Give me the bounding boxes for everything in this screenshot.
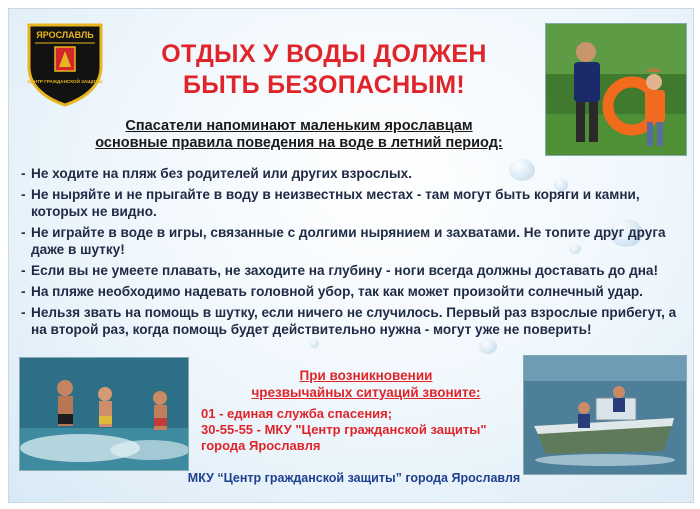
- rule-text: Если вы не умеете плавать, не заходите на глубину - ноги всегда должны доставать до дна!: [31, 263, 658, 278]
- emblem-city-text: ЯРОСЛАВЛЬ: [36, 30, 94, 40]
- rule-text: Нельзя звать на помощь в шутку, если ничего не случилось. Первый раз взрослые прибегут, а на второй раз, когда помощь будет действительно нужна - могут уже не поверить!: [31, 305, 677, 337]
- title-line-1: ОТДЫХ У ВОДЫ ДОЛЖЕН: [161, 40, 487, 68]
- rule-text: Не ходите на пляж без родителей или других взрослых.: [31, 166, 412, 181]
- subtitle-line-2: основные правила поведения на воде в летний период:: [95, 135, 503, 151]
- rule-item: [19, 283, 685, 300]
- emblem-org-text: ЦЕНТР ГРАЖДАНСКОЙ ЗАЩИТЫ: [27, 79, 103, 84]
- rule-dash: -: [21, 263, 26, 278]
- rescuer-photo-image: [546, 24, 686, 155]
- boat-photo-image: [524, 356, 686, 474]
- subtitle-line-1: Спасатели напоминают маленьким ярославцам: [125, 118, 473, 134]
- rescue-boat-photo: [523, 355, 687, 475]
- rule-text: Не играйте в воде в игры, связанные с долгими нырянием и захватами. Не топите друг друга даже в шутку!: [31, 225, 666, 257]
- kids-splashing-photo: [19, 357, 189, 471]
- safety-poster: [8, 8, 694, 503]
- rule-item: [19, 304, 685, 338]
- rules-list: [19, 165, 685, 342]
- poster-title: [119, 39, 529, 101]
- poster-footer: МКУ “Центр гражданской защиты” города Ярославля: [187, 471, 521, 485]
- emergency-contacts: [201, 406, 531, 454]
- emblem-badge: [25, 21, 105, 107]
- rule-text: Не ныряйте и не прыгайте в воду в неизвестных местах - там могут быть коряги и камни, которых не видно.: [31, 187, 640, 219]
- contact-line: 01 - единая служба спасения;: [201, 406, 393, 421]
- rule-dash: -: [21, 166, 26, 181]
- emergency-call-heading: [221, 367, 511, 401]
- rule-dash: -: [21, 225, 26, 240]
- rescuer-child-photo: [545, 23, 687, 156]
- call-heading-line-1: При возникновении: [299, 368, 433, 383]
- title-line-2: БЫТЬ БЕЗОПАСНЫМ!: [183, 71, 465, 99]
- contact-line: города Ярославля: [201, 438, 321, 453]
- emblem-shield-icon: [25, 21, 105, 107]
- rule-item: [19, 224, 685, 258]
- rule-dash: -: [21, 284, 26, 299]
- contact-line: 30-55-55 - МКУ "Центр гражданской защиты": [201, 422, 487, 437]
- rule-text: На пляже необходимо надевать головной убор, так как может произойти солнечный удар.: [31, 284, 643, 299]
- rule-item: [19, 186, 685, 220]
- kids-photo-image: [20, 358, 188, 470]
- poster-subtitle: [44, 118, 554, 152]
- rule-item: [19, 165, 685, 182]
- rule-dash: -: [21, 305, 26, 320]
- rule-item: [19, 262, 685, 279]
- call-heading-line-2: чрезвычайных ситуаций звоните:: [251, 385, 481, 400]
- rule-dash: -: [21, 187, 26, 202]
